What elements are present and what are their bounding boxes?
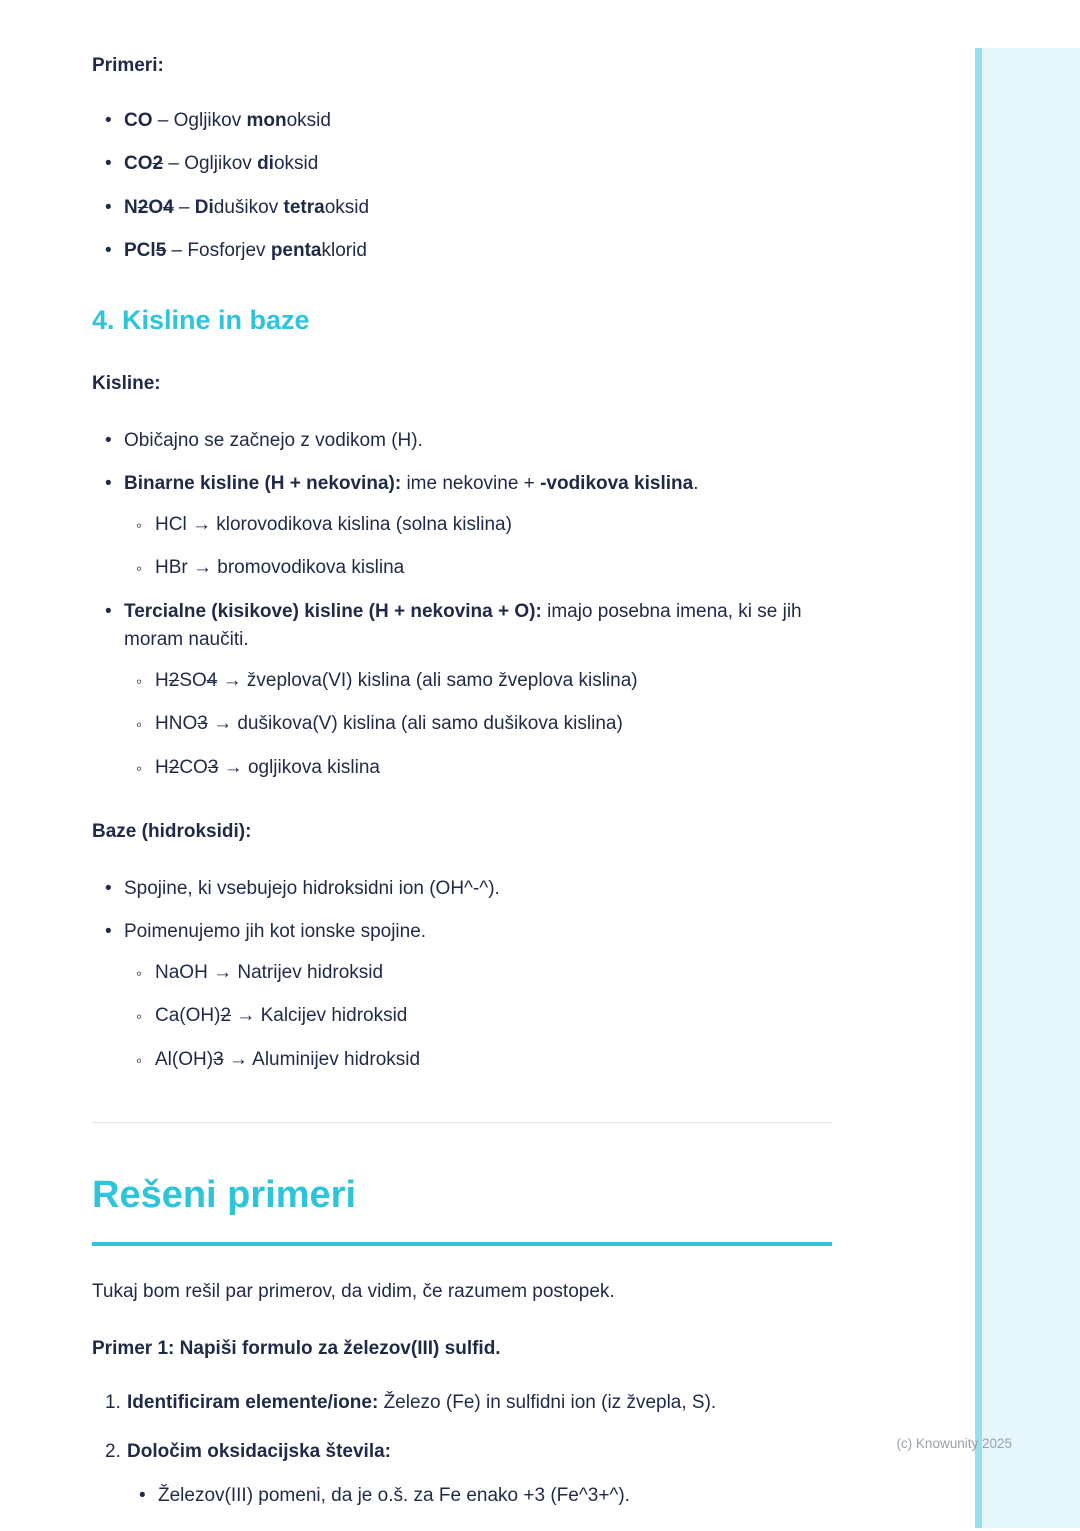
primeri-list <box>92 107 832 266</box>
list-item <box>155 1002 832 1031</box>
list-item-text: HCl → klorovodikova kislina (solna kislina) <box>155 513 512 535</box>
list-item-text: Tercialne (kisikove) kisline (H + nekovina + O): imajo posebna imena, ki se jih moram naučiti. <box>124 600 802 650</box>
list-item-text: Poimenujemo jih kot ionske spojine. <box>124 921 427 942</box>
primer1-title: Primer 1: Napiši formulo za železov(III) sulfid. <box>92 1337 501 1359</box>
list-item <box>124 918 832 1074</box>
section-heading-kisline-in-baze: 4. Kisline in baze <box>92 304 310 335</box>
list-item <box>155 511 832 540</box>
solution-steps <box>92 1389 832 1511</box>
list-item-text: N2O4 – Didušikov tetraoksid <box>124 196 370 218</box>
list-item <box>124 875 832 904</box>
list-item-text: Identificiram elemente/ione: Železo (Fe) in sulfidni ion (iz žvepla, S). <box>127 1392 717 1413</box>
list-item-text: NaOH → Natrijev hidroksid <box>155 961 384 983</box>
list-item-text: HNO3 → dušikova(V) kislina (ali samo dušikova kislina) <box>155 713 623 734</box>
copyright: (c) Knowunity 2025 <box>896 1436 1012 1451</box>
step-sublist <box>127 1482 832 1511</box>
binarne-sublist <box>124 511 832 583</box>
list-item-text: PCl5 – Fosforjev pentaklorid <box>124 240 367 261</box>
solved-intro-paragraph: Tukaj bom rešil par primerov, da vidim, če razumem postopek. <box>92 1281 615 1302</box>
section-divider <box>92 1122 832 1123</box>
list-item <box>124 107 832 136</box>
list-item-text: H2SO4 → žveplova(VI) kislina (ali samo žveplova kislina) <box>155 669 638 691</box>
list-item <box>124 194 832 223</box>
list-item-text: CO – Ogljikov monoksid <box>124 109 331 131</box>
tercialne-sublist <box>124 667 832 783</box>
list-item <box>124 598 832 783</box>
list-item <box>105 1438 832 1511</box>
solved-examples-heading: Rešeni primeri <box>92 1167 832 1246</box>
list-item-text: CO2 – Ogljikov dioksid <box>124 153 319 174</box>
baze-sublist <box>124 959 832 1075</box>
list-item-text: Običajno se začnejo z vodikom (H). <box>124 429 423 451</box>
list-item <box>158 1482 832 1511</box>
list-item <box>124 150 832 179</box>
baze-list <box>92 875 832 1075</box>
list-item <box>124 237 832 266</box>
baze-label: Baze (hidroksidi): <box>92 821 252 842</box>
list-item <box>155 667 832 696</box>
step-number: 2. <box>105 1440 121 1462</box>
side-stripe <box>975 48 1080 1528</box>
list-item-text: Binarne kisline (H + nekovina): ime nekovine + -vodikova kislina. <box>124 473 699 494</box>
list-item-text: Določim oksidacijska števila: <box>127 1440 392 1462</box>
primeri-heading: Primeri: <box>92 55 164 76</box>
kisline-list <box>92 427 832 783</box>
list-item-text: Železov(III) pomeni, da je o.š. za Fe enako +3 (Fe^3+^). <box>158 1485 630 1506</box>
list-item <box>105 1389 832 1418</box>
list-item <box>155 959 832 988</box>
document-content <box>92 0 832 1531</box>
list-item <box>155 554 832 583</box>
list-item-text: Al(OH)3 → Aluminijev hidroksid <box>155 1048 421 1070</box>
list-item-text: H2CO3 → ogljikova kislina <box>155 756 380 778</box>
list-item <box>124 427 832 456</box>
list-item <box>124 470 832 583</box>
kisline-label: Kisline: <box>92 373 161 394</box>
list-item <box>155 710 832 739</box>
list-item-text: Ca(OH)2 → Kalcijev hidroksid <box>155 1005 408 1026</box>
step-number: 1. <box>105 1392 121 1413</box>
list-item-text: Spojine, ki vsebujejo hidroksidni ion (OH^-^). <box>124 877 500 899</box>
list-item <box>155 1046 832 1075</box>
list-item-text: HBr → bromovodikova kislina <box>155 557 405 578</box>
list-item <box>155 754 832 783</box>
